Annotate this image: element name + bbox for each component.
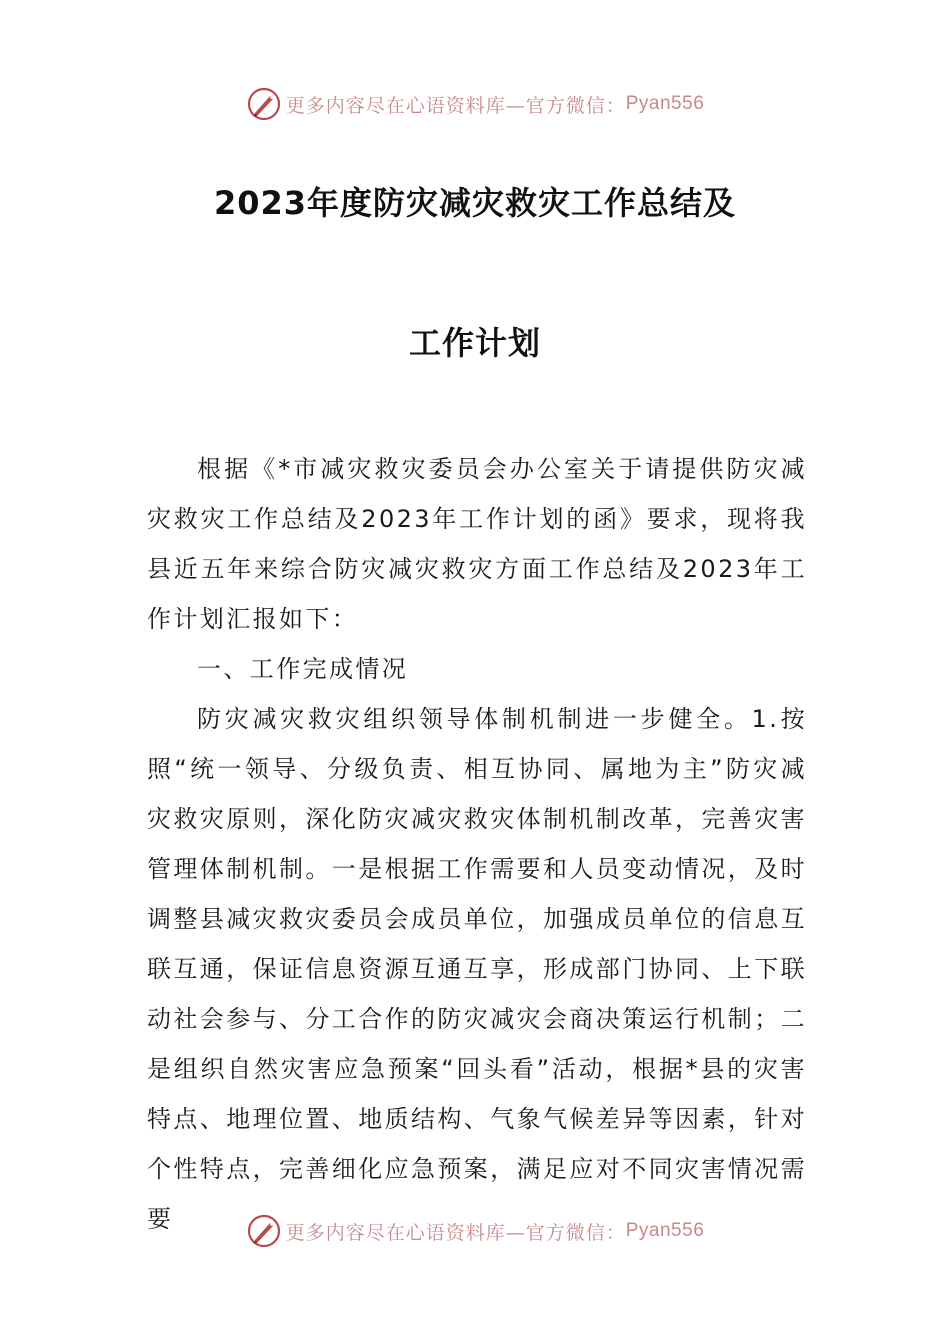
pen-logo-icon: [246, 1213, 282, 1249]
watermark-wechat-id: Pyan556: [625, 1220, 705, 1241]
document-title-line1: 2023年度防灾减灾救灾工作总结及: [213, 184, 737, 222]
watermark-wechat-id: Pyan556: [625, 93, 705, 114]
watermark-text: 更多内容尽在心语资料库—官方微信：: [285, 94, 626, 117]
body-paragraph: 防灾减灾救灾组织领导体制机制进一步健全。1.按照“统一领导、分级负责、相互协同、属地为主”防灾减灾救灾原则，深化防灾减灾救灾体制机制改革，完善灾害管理体制机制。一是根据工作需要和人员变动情况，及时调整县减灾救灾委员会成员单位，加强成员单位的信息互联互通，保证信息资源互通互享，形成部门协同、上下联动社会参与、分工合作的防灾减灾会商决策运行机制；二是组织自然灾害应急预案“回头看”活动，根据*县的灾害特点、地理位置、地质结构、气象气候差异等因素，针对个性特点，完善细化应急预案，满足应对不同灾害情况需要: [147, 705, 807, 1233]
pen-logo-icon: [246, 86, 282, 122]
watermark-text: 更多内容尽在心语资料库—官方微信：: [285, 1221, 626, 1244]
document-title-line2: 工作计划: [408, 324, 541, 362]
section-heading: 一、工作完成情况: [197, 655, 409, 683]
document-body: [147, 444, 807, 1244]
watermark-header: [0, 84, 950, 124]
intro-paragraph: 根据《*市减灾救灾委员会办公室关于请提供防灾减灾救灾工作总结及2023年工作计划的函》要求，现将我县近五年来综合防灾减灾救灾方面工作总结及2023年工作计划汇报如下：: [147, 455, 807, 633]
watermark-footer: [0, 1211, 950, 1251]
